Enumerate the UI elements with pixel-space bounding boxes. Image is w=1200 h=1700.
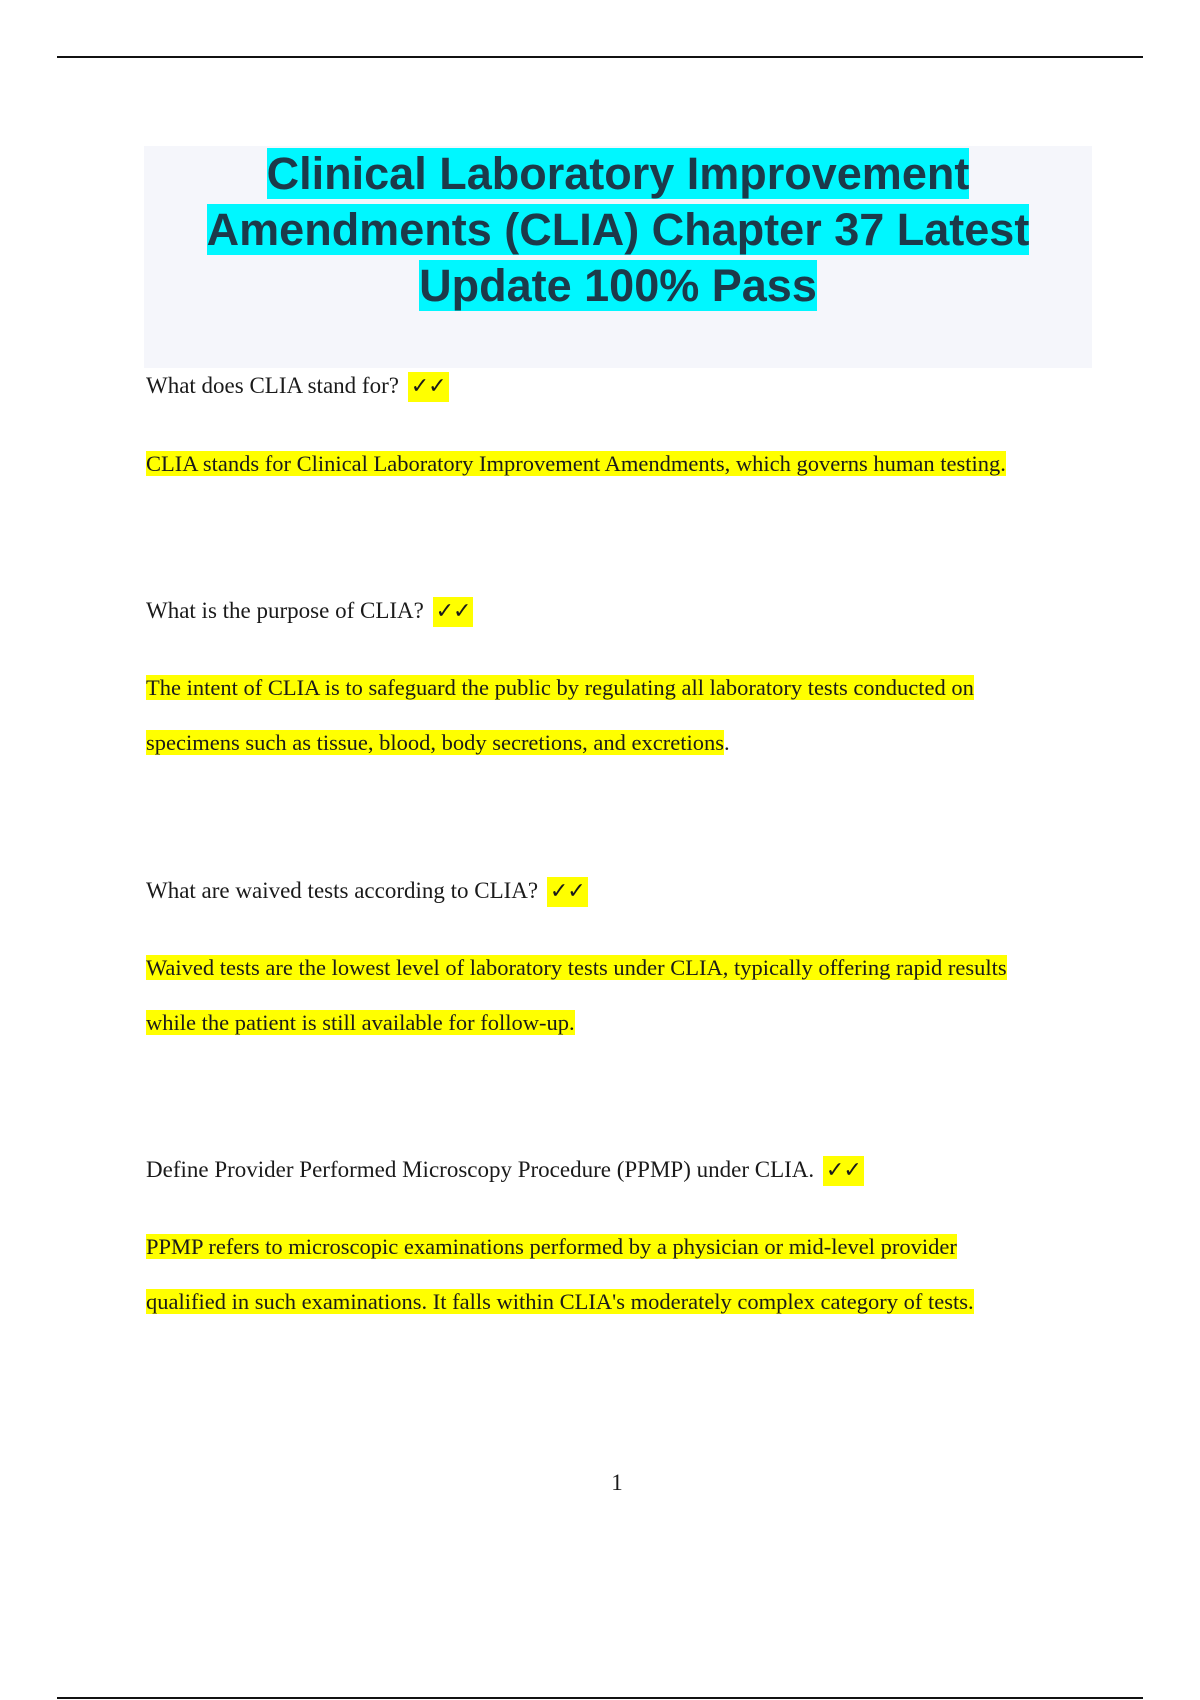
answer-1: [146, 436, 1076, 491]
answer-line: specimens such as tissue, blood, body secretions, and excretions: [146, 730, 725, 755]
title-line-1: Clinical Laboratory Improvement: [266, 148, 970, 199]
question-2: [146, 596, 473, 627]
question-text: What is the purpose of CLIA?: [146, 598, 424, 623]
title-line-3: Update 100% Pass: [419, 260, 817, 311]
top-rule: [57, 56, 1143, 58]
double-check-icon: ✓✓: [433, 597, 474, 627]
answer-line: CLIA stands for Clinical Laboratory Improvement Amendments, which governs human testing.: [146, 451, 1006, 476]
double-check-icon: ✓✓: [408, 372, 449, 402]
answer-line: while the patient is still available for follow-up.: [146, 1010, 575, 1035]
page-number: 1: [611, 1470, 623, 1495]
document-title: [144, 146, 1092, 314]
title-line-2: Amendments (CLIA) Chapter 37 Latest: [206, 204, 1030, 255]
question-4: [146, 1155, 864, 1186]
question-text: What are waived tests according to CLIA?: [146, 878, 539, 903]
question-1: [146, 371, 449, 402]
answer-line: Waived tests are the lowest level of laboratory tests under CLIA, typically offering rapid results: [146, 955, 1007, 980]
title-box: [144, 146, 1092, 368]
question-text: Define Provider Performed Microscopy Procedure (PPMP) under CLIA.: [146, 1157, 815, 1182]
double-check-icon: ✓✓: [547, 877, 588, 907]
answer-line: The intent of CLIA is to safeguard the public by regulating all laboratory tests conducted on: [146, 675, 974, 700]
answer-line: qualified in such examinations. It falls within CLIA's moderately complex category of tests.: [146, 1289, 974, 1314]
double-check-icon: ✓✓: [823, 1156, 864, 1186]
answer-2: [146, 660, 1076, 770]
answer-4: [146, 1219, 1076, 1329]
answer-suffix: .: [724, 730, 730, 755]
answer-3: [146, 940, 1076, 1050]
bottom-rule: [57, 1697, 1143, 1699]
question-text: What does CLIA stand for?: [146, 373, 399, 398]
answer-line: PPMP refers to microscopic examinations performed by a physician or mid-level provider: [146, 1234, 957, 1259]
question-3: [146, 876, 588, 907]
